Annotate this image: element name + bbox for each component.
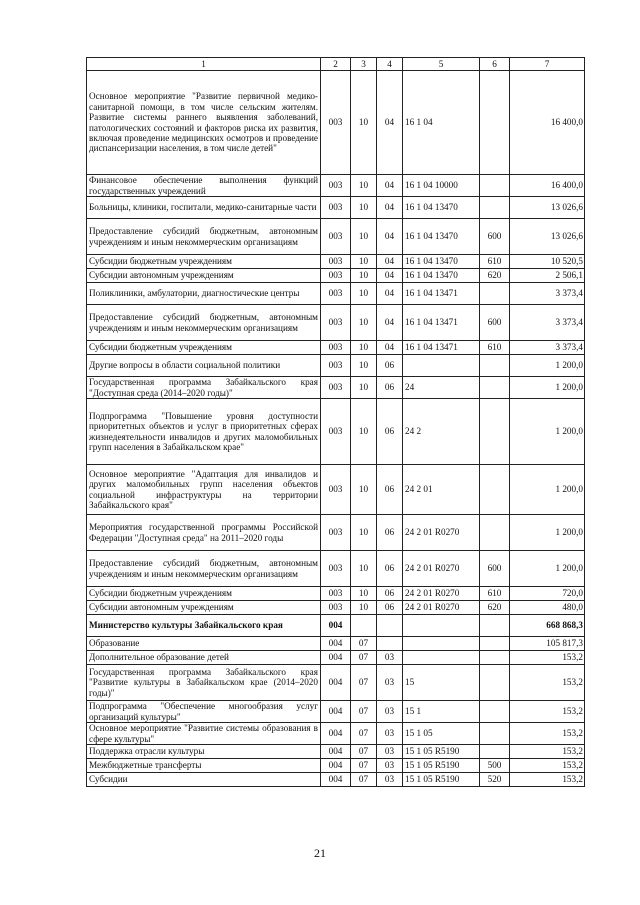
row-amount: 1 200,0 — [510, 551, 585, 587]
row-grbs: 003 — [321, 305, 351, 341]
row-grbs: 003 — [321, 283, 351, 305]
row-subsection: 04 — [377, 71, 403, 175]
row-grbs: 003 — [321, 355, 351, 377]
row-target-article: 15 1 05 R5190 — [403, 759, 480, 773]
row-grbs: 003 — [321, 515, 351, 551]
row-target-article: 16 1 04 13470 — [403, 219, 480, 255]
row-subsection: 03 — [377, 723, 403, 745]
row-section: 07 — [351, 665, 377, 701]
row-grbs: 003 — [321, 71, 351, 175]
row-amount: 153,2 — [510, 745, 585, 759]
row-expense-type — [480, 723, 510, 745]
row-subsection: 04 — [377, 197, 403, 219]
row-target-article: 24 2 01 R0270 — [403, 601, 480, 615]
row-name: Субсидии бюджетным учреждениям — [87, 587, 321, 601]
row-name: Другие вопросы в области социальной политики — [87, 355, 321, 377]
header-cell-4: 4 — [377, 58, 403, 71]
row-subsection: 04 — [377, 305, 403, 341]
row-amount: 2 506,1 — [510, 269, 585, 283]
header-cell-2: 2 — [321, 58, 351, 71]
row-grbs: 003 — [321, 399, 351, 465]
row-section: 07 — [351, 723, 377, 745]
row-amount: 105 817,3 — [510, 637, 585, 651]
table-row — [87, 701, 585, 723]
row-subsection: 03 — [377, 651, 403, 665]
row-target-article: 16 1 04 — [403, 71, 480, 175]
table-header-row — [87, 58, 585, 71]
row-target-article: 15 1 05 R5190 — [403, 745, 480, 759]
row-name: Поддержка отрасли культуры — [87, 745, 321, 759]
row-target-article: 24 2 — [403, 399, 480, 465]
header-cell-1: 1 — [87, 58, 321, 71]
row-expense-type — [480, 745, 510, 759]
row-expense-type — [480, 665, 510, 701]
row-name: Субсидии автономным учреждениям — [87, 601, 321, 615]
row-subsection: 06 — [377, 515, 403, 551]
row-section: 10 — [351, 305, 377, 341]
row-subsection: 06 — [377, 399, 403, 465]
table-row — [87, 773, 585, 787]
row-expense-type: 600 — [480, 305, 510, 341]
row-expense-type — [480, 637, 510, 651]
table-row — [87, 355, 585, 377]
row-expense-type — [480, 515, 510, 551]
row-amount: 1 200,0 — [510, 399, 585, 465]
row-amount: 13 026,6 — [510, 197, 585, 219]
table-row — [87, 601, 585, 615]
row-name: Основное мероприятие "Адаптация для инвалидов и других маломобильных групп населения объектов социальной инфраструктуры на территории Забайкальского края" — [87, 465, 321, 515]
row-grbs: 003 — [321, 601, 351, 615]
row-target-article: 15 1 05 R5190 — [403, 773, 480, 787]
table-row — [87, 197, 585, 219]
row-amount: 668 868,3 — [510, 615, 585, 637]
row-expense-type: 610 — [480, 587, 510, 601]
row-expense-type: 520 — [480, 773, 510, 787]
table-row — [87, 615, 585, 637]
row-amount: 720,0 — [510, 587, 585, 601]
row-name: Субсидии бюджетным учреждениям — [87, 255, 321, 269]
row-name: Подпрограмма "Обеспечение многообразия услуг организаций культуры" — [87, 701, 321, 723]
row-amount: 3 373,4 — [510, 341, 585, 355]
row-section: 07 — [351, 759, 377, 773]
row-target-article — [403, 355, 480, 377]
row-name: Больницы, клиники, госпитали, медико-санитарные части — [87, 197, 321, 219]
row-target-article: 16 1 04 13471 — [403, 305, 480, 341]
table-row — [87, 377, 585, 399]
row-expense-type — [480, 175, 510, 197]
row-section: 10 — [351, 377, 377, 399]
row-grbs: 003 — [321, 175, 351, 197]
row-expense-type — [480, 701, 510, 723]
row-expense-type — [480, 399, 510, 465]
row-name: Государственная программа Забайкальского края "Доступная среда (2014–2020 годы)" — [87, 377, 321, 399]
row-subsection: 04 — [377, 219, 403, 255]
table-row — [87, 399, 585, 465]
row-amount: 1 200,0 — [510, 355, 585, 377]
row-target-article: 24 2 01 R0270 — [403, 551, 480, 587]
row-grbs: 003 — [321, 197, 351, 219]
row-section: 10 — [351, 465, 377, 515]
row-amount: 3 373,4 — [510, 305, 585, 341]
row-subsection: 04 — [377, 341, 403, 355]
row-name: Основное мероприятие "Развитие первичной медико-санитарной помощи, в том числе сельским жителям. Развитие системы раннего выявления заболеваний, патологических состояний и факторов риска их развития, включая проведение медицинских осмотров и проведение диспансеризации населения, в том числе детей" — [87, 71, 321, 175]
row-target-article: 24 — [403, 377, 480, 399]
table-row — [87, 587, 585, 601]
row-grbs: 003 — [321, 255, 351, 269]
row-amount: 153,2 — [510, 723, 585, 745]
row-grbs: 003 — [321, 341, 351, 355]
table-row — [87, 759, 585, 773]
row-expense-type — [480, 615, 510, 637]
row-name: Субсидии бюджетным учреждениям — [87, 341, 321, 355]
row-target-article: 16 1 04 13471 — [403, 341, 480, 355]
row-target-article: 16 1 04 13470 — [403, 197, 480, 219]
row-grbs: 004 — [321, 723, 351, 745]
row-subsection: 06 — [377, 377, 403, 399]
row-target-article — [403, 615, 480, 637]
row-name: Дополнительное образование детей — [87, 651, 321, 665]
row-expense-type — [480, 283, 510, 305]
row-section: 10 — [351, 71, 377, 175]
row-name: Межбюджетные трансферты — [87, 759, 321, 773]
row-subsection: 04 — [377, 255, 403, 269]
table-row — [87, 255, 585, 269]
row-name: Подпрограмма "Повышение уровня доступности приоритетных объектов и услуг в приоритетных сферах жизнедеятельности инвалидов и других маломобильных групп населения в Забайкальском крае" — [87, 399, 321, 465]
row-expense-type — [480, 465, 510, 515]
table-row — [87, 665, 585, 701]
table-row — [87, 175, 585, 197]
row-name: Основное мероприятие "Развитие системы образования в сфере культуры" — [87, 723, 321, 745]
table-row — [87, 219, 585, 255]
row-amount: 16 400,0 — [510, 175, 585, 197]
row-expense-type — [480, 197, 510, 219]
page-number: 21 — [314, 846, 326, 860]
row-target-article: 16 1 04 13470 — [403, 255, 480, 269]
row-grbs: 004 — [321, 651, 351, 665]
row-amount: 153,2 — [510, 651, 585, 665]
row-grbs: 004 — [321, 759, 351, 773]
row-section: 07 — [351, 637, 377, 651]
row-subsection: 04 — [377, 175, 403, 197]
row-target-article — [403, 651, 480, 665]
row-amount: 480,0 — [510, 601, 585, 615]
row-grbs: 003 — [321, 377, 351, 399]
row-amount: 3 373,4 — [510, 283, 585, 305]
row-grbs: 004 — [321, 745, 351, 759]
row-grbs: 004 — [321, 665, 351, 701]
row-target-article: 24 2 01 R0270 — [403, 587, 480, 601]
row-amount: 16 400,0 — [510, 71, 585, 175]
row-section: 07 — [351, 745, 377, 759]
row-grbs: 003 — [321, 219, 351, 255]
row-target-article — [403, 637, 480, 651]
row-subsection: 06 — [377, 355, 403, 377]
table-row — [87, 269, 585, 283]
header-cell-3: 3 — [351, 58, 377, 71]
row-name: Поликлиники, амбулатории, диагностические центры — [87, 283, 321, 305]
row-amount: 10 520,5 — [510, 255, 585, 269]
row-section: 10 — [351, 515, 377, 551]
header-cell-5: 5 — [403, 58, 480, 71]
row-section: 10 — [351, 175, 377, 197]
row-subsection: 03 — [377, 773, 403, 787]
row-section: 10 — [351, 283, 377, 305]
row-name: Предоставление субсидий бюджетным, автономным учреждениям и иным некоммерческим организациям — [87, 219, 321, 255]
row-amount: 153,2 — [510, 759, 585, 773]
row-target-article: 15 — [403, 665, 480, 701]
table-row — [87, 551, 585, 587]
row-section: 10 — [351, 197, 377, 219]
row-subsection: 04 — [377, 283, 403, 305]
row-section: 10 — [351, 399, 377, 465]
table-row — [87, 745, 585, 759]
row-expense-type: 600 — [480, 551, 510, 587]
table-row — [87, 71, 585, 175]
row-subsection: 06 — [377, 601, 403, 615]
row-amount: 153,2 — [510, 665, 585, 701]
row-section: 10 — [351, 255, 377, 269]
row-expense-type: 620 — [480, 269, 510, 283]
row-target-article: 15 1 — [403, 701, 480, 723]
row-section: 10 — [351, 219, 377, 255]
row-name: Субсидии автономным учреждениям — [87, 269, 321, 283]
row-expense-type: 620 — [480, 601, 510, 615]
row-name: Предоставление субсидий бюджетным, автономным учреждениям и иным некоммерческим организациям — [87, 551, 321, 587]
row-section: 10 — [351, 601, 377, 615]
row-grbs: 003 — [321, 465, 351, 515]
row-expense-type — [480, 651, 510, 665]
row-grbs: 004 — [321, 637, 351, 651]
table-row — [87, 305, 585, 341]
row-section: 07 — [351, 773, 377, 787]
row-expense-type — [480, 377, 510, 399]
table-row — [87, 637, 585, 651]
row-expense-type: 500 — [480, 759, 510, 773]
row-subsection — [377, 615, 403, 637]
table-row — [87, 651, 585, 665]
row-section: 10 — [351, 587, 377, 601]
row-expense-type — [480, 355, 510, 377]
row-grbs: 004 — [321, 701, 351, 723]
header-cell-6: 6 — [480, 58, 510, 71]
row-target-article: 24 2 01 — [403, 465, 480, 515]
row-expense-type: 610 — [480, 341, 510, 355]
row-section: 10 — [351, 355, 377, 377]
row-target-article: 15 1 05 — [403, 723, 480, 745]
row-name: Мероприятия государственной программы Российской Федерации "Доступная среда" на 2011–2020 годы — [87, 515, 321, 551]
row-name: Министерство культуры Забайкальского края — [87, 615, 321, 637]
row-name: Субсидии — [87, 773, 321, 787]
row-subsection: 04 — [377, 269, 403, 283]
row-section: 10 — [351, 341, 377, 355]
row-section: 07 — [351, 701, 377, 723]
row-expense-type — [480, 71, 510, 175]
row-grbs: 003 — [321, 587, 351, 601]
row-expense-type: 600 — [480, 219, 510, 255]
budget-table — [86, 57, 585, 787]
table-row — [87, 723, 585, 745]
row-name: Финансовое обеспечение выполнения функций государственных учреждений — [87, 175, 321, 197]
row-amount: 153,2 — [510, 773, 585, 787]
row-section: 10 — [351, 551, 377, 587]
row-section: 10 — [351, 269, 377, 283]
row-expense-type: 610 — [480, 255, 510, 269]
row-subsection: 06 — [377, 551, 403, 587]
row-subsection: 06 — [377, 465, 403, 515]
table-row — [87, 283, 585, 305]
row-amount: 1 200,0 — [510, 515, 585, 551]
row-name: Предоставление субсидий бюджетным, автономным учреждениям и иным некоммерческим организациям — [87, 305, 321, 341]
row-subsection: 03 — [377, 665, 403, 701]
row-subsection: 03 — [377, 745, 403, 759]
row-amount: 13 026,6 — [510, 219, 585, 255]
row-grbs: 004 — [321, 773, 351, 787]
table-row — [87, 341, 585, 355]
row-target-article: 16 1 04 10000 — [403, 175, 480, 197]
row-subsection: 03 — [377, 701, 403, 723]
row-target-article: 16 1 04 13470 — [403, 269, 480, 283]
row-name: Государственная программа Забайкальского края "Развитие культуры в Забайкальском крае (2014–2020 годы)" — [87, 665, 321, 701]
row-target-article: 16 1 04 13471 — [403, 283, 480, 305]
row-amount: 153,2 — [510, 701, 585, 723]
row-section: 07 — [351, 651, 377, 665]
row-grbs: 003 — [321, 269, 351, 283]
row-subsection — [377, 637, 403, 651]
row-grbs: 003 — [321, 551, 351, 587]
table-row — [87, 465, 585, 515]
row-subsection: 06 — [377, 587, 403, 601]
row-subsection: 03 — [377, 759, 403, 773]
row-amount: 1 200,0 — [510, 465, 585, 515]
row-grbs: 004 — [321, 615, 351, 637]
header-cell-7: 7 — [510, 58, 585, 71]
table-body — [87, 71, 585, 787]
row-target-article: 24 2 01 R0270 — [403, 515, 480, 551]
table-row — [87, 515, 585, 551]
row-name: Образование — [87, 637, 321, 651]
row-section — [351, 615, 377, 637]
row-amount: 1 200,0 — [510, 377, 585, 399]
